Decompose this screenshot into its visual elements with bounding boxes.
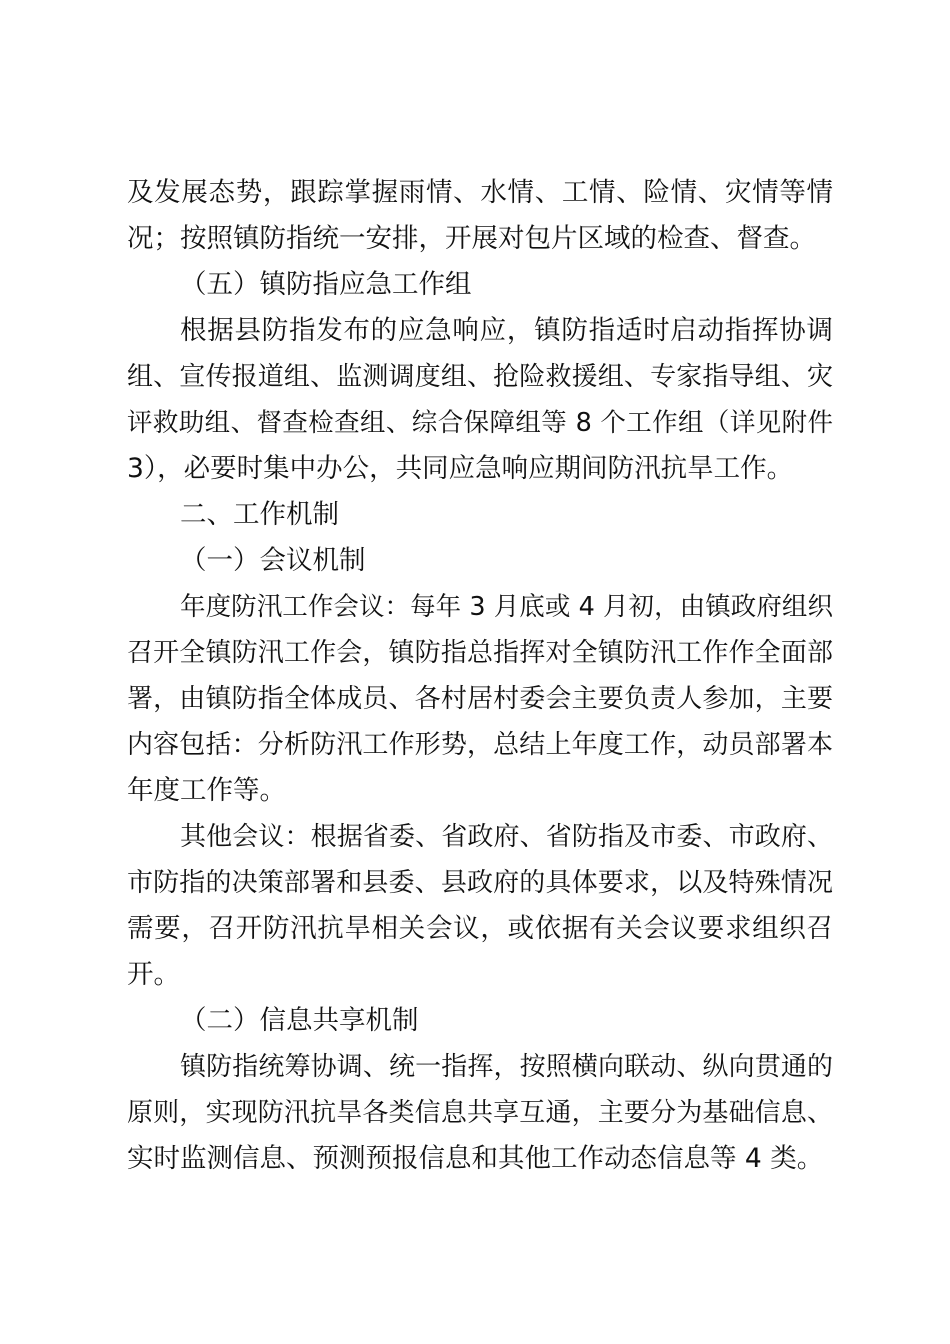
text-line: 实时监测信息、预测预报信息和其他工作动态信息等 4 类。: [127, 1143, 824, 1174]
document-body: [127, 170, 833, 1182]
text-line: 署，由镇防指全体成员、各村居村委会主要负责人参加，主要: [127, 684, 833, 714]
text-line: 况；按照镇防指统一安排，开展对包片区域的检查、督查。: [127, 223, 816, 254]
text-line: 3），必要时集中办公，共同应急响应期间防汛抗旱工作。: [127, 453, 794, 484]
text-line: 召开全镇防汛工作会，镇防指总指挥对全镇防汛工作作全面部: [127, 638, 833, 668]
section-heading: （一）会议机制: [180, 545, 366, 576]
text-line: 组、宣传报道组、监测调度组、抢险救援组、专家指导组、灾: [127, 362, 833, 392]
text-line: 内容包括：分析防汛工作形势，总结上年度工作，动员部署本: [127, 730, 833, 760]
text-line: 原则，实现防汛抗旱各类信息共享互通，主要分为基础信息、: [127, 1098, 833, 1128]
text-line: 开。: [127, 959, 180, 990]
section-heading: 二、工作机制: [180, 499, 339, 530]
text-line: 根据县防指发布的应急响应，镇防指适时启动指挥协调: [180, 315, 833, 346]
section-heading: （二）信息共享机制: [180, 1005, 419, 1036]
text-line: 其他会议：根据省委、省政府、省防指及市委、市政府、: [180, 822, 833, 852]
text-line: 需要，召开防汛抗旱相关会议，或依据有关会议要求组织召: [127, 913, 833, 944]
text-line: 年度防汛工作会议：每年 3 月底或 4 月初，由镇政府组织: [180, 592, 833, 622]
section-heading: （五）镇防指应急工作组: [180, 269, 472, 300]
text-line: 市防指的决策部署和县委、县政府的具体要求，以及特殊情况: [127, 868, 833, 898]
text-line: 评救助组、督查检查组、综合保障组等 8 个工作组（详见附件: [127, 408, 833, 438]
text-line: 年度工作等。: [127, 775, 286, 806]
text-line: 镇防指统筹协调、统一指挥，按照横向联动、纵向贯通的: [180, 1052, 833, 1082]
text-line: 及发展态势，跟踪掌握雨情、水情、工情、险情、灾情等情: [127, 177, 833, 208]
